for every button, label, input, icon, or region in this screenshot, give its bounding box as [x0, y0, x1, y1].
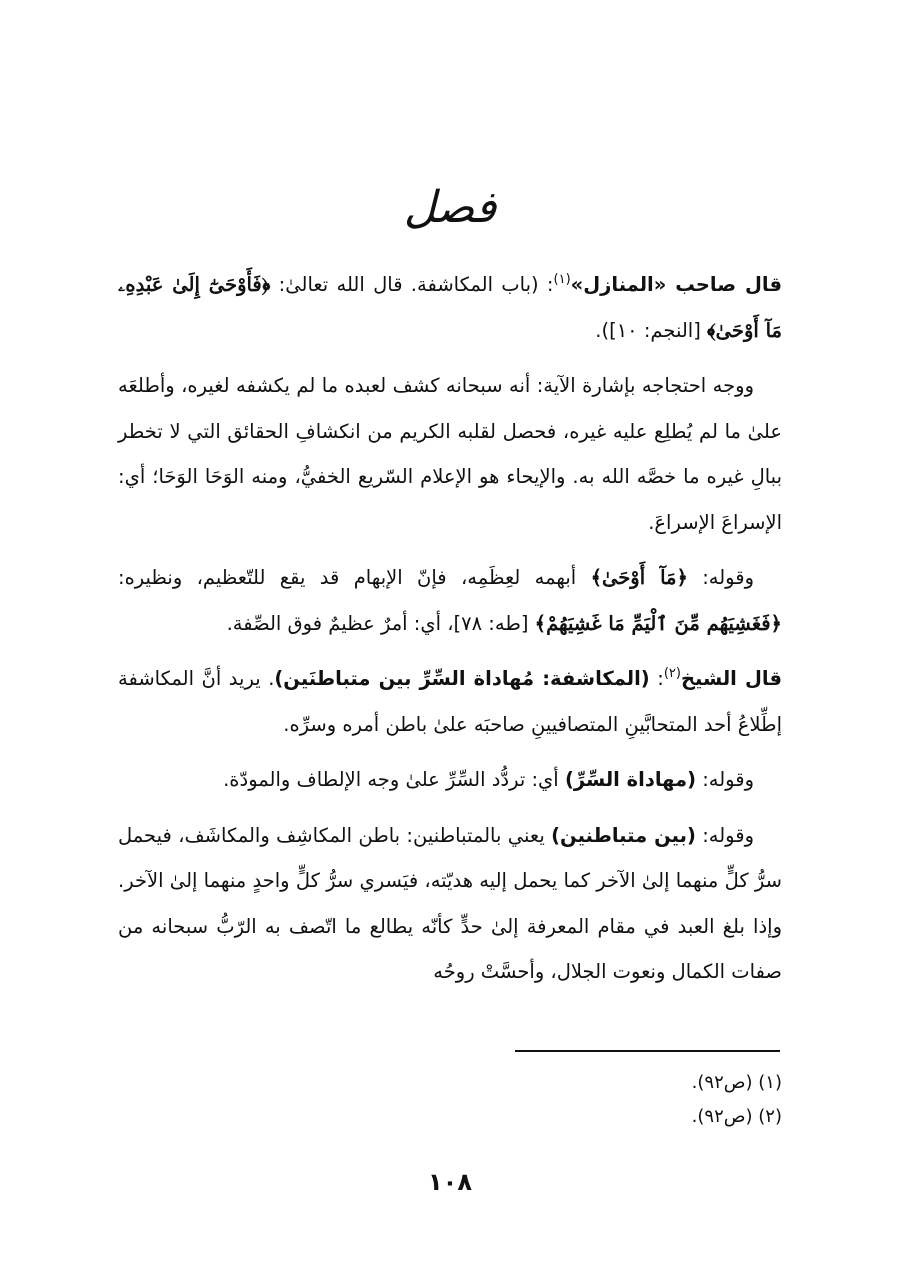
page-number: ١٠٨: [428, 1168, 472, 1196]
footnote-1: (١) (ص٩٢).: [691, 1072, 782, 1093]
footnote-2: (٢) (ص٩٢).: [691, 1106, 782, 1127]
p3-text-1: أبهمه لعِظَمِه، فإنّ الإبهام قد يقع للتّعظيم، ونظيره:: [118, 566, 591, 589]
paragraph-6: [118, 813, 782, 995]
paragraph-3: [118, 555, 782, 646]
p2-text: ووجه احتجاجه بإشارة الآية: أنه سبحانه كشف لعبده ما لم يكشفه لغيره، وأطلعَه علىٰ ما لم يُطلِع عليه غيره، فحصل لقلبه الكريم من انكشافِ الحقائق التي لا تخطر ببالِ غيره ما خصَّه الله به. والإيحاء هو الإعلام السّريع الخفيُّ، ومنه الوَحَا الوَحَا؛ أي: الإسراعَ الإسراعَ.: [118, 374, 782, 534]
p6-lead: وقوله:: [695, 823, 754, 847]
p5-bold-quote: (مهاداة السِّرِّ): [564, 768, 697, 791]
p4-bold-quote: (المكاشفة: مُهاداة السِّرِّ بين متباطنَين): [274, 667, 650, 690]
paragraph-4: [118, 656, 782, 747]
p3-text-2: [طه: ٧٨]، أي: أمرٌ عظيمٌ فوق الصِّفة.: [226, 611, 535, 635]
footnotes: [520, 1066, 782, 1134]
paragraph-1: [118, 262, 782, 353]
paragraph-5: [118, 757, 782, 803]
p5-text: أي: تردُّد السِّرِّ علىٰ وجه الإلطاف والمودّة.: [223, 768, 565, 791]
p4-text-2: . يريد أنَّ المكاشفة إطِّلاعُ أحد المتحابَّينِ المتصافيينِ صاحبَه علىٰ باطن أمره وسرِّه.: [118, 667, 782, 736]
section-heading: فصل: [403, 182, 497, 233]
p4-footnote-ref: (٢): [663, 666, 681, 681]
p1-label: قال صاحب «المنازل»: [570, 273, 782, 296]
p3-quran-verse-2: ﴿فَغَشِيَهُم مِّنَ ٱلْيَمِّ مَا غَشِيَهُمْ﴾: [534, 611, 782, 635]
footnote-divider: [515, 1050, 780, 1052]
p3-quran-verse-1: ﴿مَآ أَوْحَىٰ﴾: [590, 566, 688, 589]
p1-text: : (باب المكاشفة. قال الله تعالىٰ:: [270, 273, 554, 296]
p3-lead: وقوله:: [687, 566, 754, 589]
p6-bold-quote: (بين متباطنين): [551, 823, 696, 847]
p1-reference: [النجم: ١٠]).: [595, 318, 708, 342]
p1-quran-verse: ﴿فَأَوْحَىٰٓ إِلَىٰ عَبْدِهِۦ مَآ أَوْحَىٰ﴾: [118, 273, 782, 342]
p5-lead: وقوله:: [696, 768, 754, 791]
paragraph-2: [118, 363, 782, 545]
body-text: [118, 262, 782, 1005]
p1-footnote-ref: (١): [553, 272, 571, 287]
p4-label: قال الشيخ: [680, 667, 782, 690]
p6-text: يعني بالمتباطنين: باطن المكاشِف والمكاشَف، فيحمل سرُّ كلٍّ منهما إلىٰ الآخر كما يحمل إليه هديّته، فيَسري سرُّ كلٍّ واحدٍ منهما إلىٰ الآخر. وإذا بلغ العبد في مقام المعرفة إلىٰ حدٍّ كأنّه يطالع ما اتّصف به الرّبُّ سبحانه من صفات الكمال ونعوت الجلال، وأحسَّتْ روحُه: [118, 823, 782, 983]
p4-text-1: :: [649, 667, 664, 690]
